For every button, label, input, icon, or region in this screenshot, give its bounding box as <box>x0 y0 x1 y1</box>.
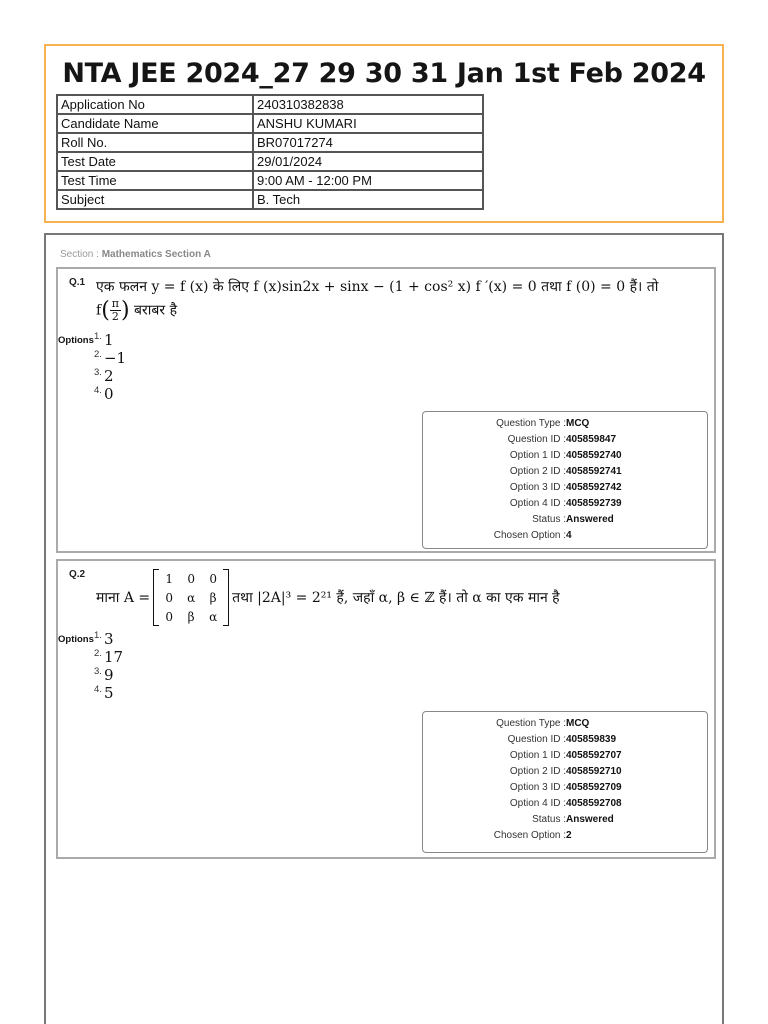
matrix-cell: α <box>187 590 196 605</box>
meta-value: 405859839 <box>566 734 617 745</box>
meta-row <box>423 530 707 546</box>
question-text <box>96 569 560 626</box>
matrix-cell: α <box>209 609 218 624</box>
question-text-line-2 <box>96 298 177 323</box>
paren-close: ) <box>121 298 130 323</box>
option-item <box>94 349 126 367</box>
matrix-cell: β <box>187 609 195 624</box>
meta-key: Option 4 ID : <box>509 798 566 809</box>
options-label: Options <box>58 634 94 645</box>
question-text-suffix: तथा |2A|³ = 2²¹ हैं, जहाँ α, β ∈ ℤ हैं। तो α का एक मान है <box>232 590 560 606</box>
option-value: 0 <box>103 385 114 403</box>
option-item <box>94 648 123 666</box>
question-number: Q.2 <box>69 569 86 580</box>
question-meta-panel <box>422 711 708 853</box>
matrix-cell: 0 <box>209 571 217 586</box>
meta-row <box>423 498 707 514</box>
meta-value: 4 <box>566 530 572 541</box>
meta-row <box>423 482 707 498</box>
meta-key: Option 3 ID : <box>509 782 566 793</box>
meta-row <box>423 782 707 798</box>
question-card-2 <box>56 559 716 859</box>
option-number: 2. <box>94 648 102 659</box>
option-number: 1. <box>94 331 102 342</box>
matrix-row <box>158 607 224 626</box>
info-value: B. Tech <box>253 190 483 209</box>
meta-key: Chosen Option : <box>493 830 566 841</box>
meta-key: Option 2 ID : <box>509 766 566 777</box>
table-row <box>57 190 483 209</box>
option-item <box>94 331 113 349</box>
meta-key: Option 1 ID : <box>509 450 566 461</box>
question-paper <box>44 233 724 1024</box>
meta-value: 405859847 <box>566 434 617 445</box>
option-item <box>94 666 113 684</box>
meta-row <box>423 814 707 830</box>
meta-value: Answered <box>566 814 614 825</box>
meta-row <box>423 418 707 434</box>
question-text-prefix: माना A = <box>96 590 151 606</box>
info-value: 29/01/2024 <box>253 152 483 171</box>
option-value: 3 <box>103 630 114 648</box>
matrix-table <box>158 569 224 626</box>
section-prefix: Section : <box>60 249 102 260</box>
option-value: 5 <box>103 684 114 702</box>
meta-value: 4058592741 <box>566 466 622 477</box>
option-number: 4. <box>94 684 102 695</box>
meta-row <box>423 766 707 782</box>
meta-value: 4058592740 <box>566 450 622 461</box>
question-card-1 <box>56 267 716 553</box>
meta-row <box>423 750 707 766</box>
meta-value: MCQ <box>566 718 590 729</box>
option-value: 9 <box>103 666 114 684</box>
meta-key: Option 2 ID : <box>509 466 566 477</box>
info-label: Candidate Name <box>57 114 253 133</box>
table-row <box>57 152 483 171</box>
meta-value: 4058592708 <box>566 798 622 809</box>
info-value: 9:00 AM - 12:00 PM <box>253 171 483 190</box>
option-value: 2 <box>103 367 114 385</box>
matrix-cell: 0 <box>165 609 173 624</box>
fraction-numerator: π <box>111 297 120 310</box>
info-label: Subject <box>57 190 253 209</box>
meta-value: MCQ <box>566 418 590 429</box>
info-label: Roll No. <box>57 133 253 152</box>
fraction-denominator: 2 <box>111 310 119 323</box>
question-meta-panel <box>422 411 708 549</box>
option-number: 3. <box>94 666 102 677</box>
meta-value: 4058592710 <box>566 766 622 777</box>
fraction <box>110 298 121 323</box>
meta-key: Option 1 ID : <box>509 750 566 761</box>
meta-value: 2 <box>566 830 572 841</box>
option-item <box>94 385 113 403</box>
info-label: Test Date <box>57 152 253 171</box>
table-row <box>57 133 483 152</box>
meta-row <box>423 798 707 814</box>
table-row <box>57 171 483 190</box>
exam-header <box>44 44 724 223</box>
matrix-cell: 0 <box>187 571 195 586</box>
options-label: Options <box>58 335 94 346</box>
meta-key: Question Type : <box>496 718 566 729</box>
info-value: ANSHU KUMARI <box>253 114 483 133</box>
meta-row <box>423 450 707 466</box>
meta-value: 4058592707 <box>566 750 622 761</box>
option-item <box>94 684 113 702</box>
option-number: 1. <box>94 630 102 641</box>
option-number: 2. <box>94 349 102 360</box>
meta-key: Chosen Option : <box>493 530 566 541</box>
matrix <box>153 569 229 626</box>
candidate-info-table <box>56 94 484 210</box>
option-value: −1 <box>103 349 127 367</box>
option-value: 1 <box>103 331 114 349</box>
section-name: Mathematics Section A <box>101 249 211 260</box>
meta-value: 4058592739 <box>566 498 622 509</box>
meta-row <box>423 734 707 750</box>
meta-value: 4058592709 <box>566 782 622 793</box>
meta-key: Option 4 ID : <box>509 498 566 509</box>
question-number: Q.1 <box>69 277 86 288</box>
option-item <box>94 367 113 385</box>
matrix-cell: 0 <box>165 590 173 605</box>
matrix-cell: β <box>209 590 217 605</box>
matrix-cell: 1 <box>165 571 173 586</box>
section-label <box>60 249 211 260</box>
meta-key: Status : <box>532 514 566 525</box>
meta-row <box>423 514 707 530</box>
meta-key: Question Type : <box>496 418 566 429</box>
info-label: Test Time <box>57 171 253 190</box>
meta-row <box>423 466 707 482</box>
option-item <box>94 630 113 648</box>
meta-row <box>423 830 707 846</box>
paren-open: ( <box>101 298 110 323</box>
option-number: 4. <box>94 385 102 396</box>
meta-value: Answered <box>566 514 614 525</box>
meta-row <box>423 718 707 734</box>
info-value: 240310382838 <box>253 95 483 114</box>
matrix-row <box>158 569 224 588</box>
meta-key: Question ID : <box>507 734 566 745</box>
matrix-row <box>158 588 224 607</box>
meta-key: Question ID : <box>507 434 566 445</box>
exam-title: NTA JEE 2024_27 29 30 31 Jan 1st Feb 2024 <box>62 58 706 89</box>
meta-value: 4058592742 <box>566 482 622 493</box>
info-label: Application No <box>57 95 253 114</box>
func-name: f <box>96 302 102 319</box>
meta-key: Option 3 ID : <box>509 482 566 493</box>
info-value: BR07017274 <box>253 133 483 152</box>
meta-key: Status : <box>532 814 566 825</box>
option-value: 17 <box>103 648 124 666</box>
table-row <box>57 114 483 133</box>
question-text-tail: बराबर है <box>129 302 178 319</box>
question-text: एक फलन y = f (x) के लिए f (x)sin2x + sinx − (1 + cos² x) f ′(x) = 0 तथा f (0) = 0 हैं। तो <box>96 279 659 295</box>
meta-row <box>423 434 707 450</box>
option-number: 3. <box>94 367 102 378</box>
table-row <box>57 95 483 114</box>
